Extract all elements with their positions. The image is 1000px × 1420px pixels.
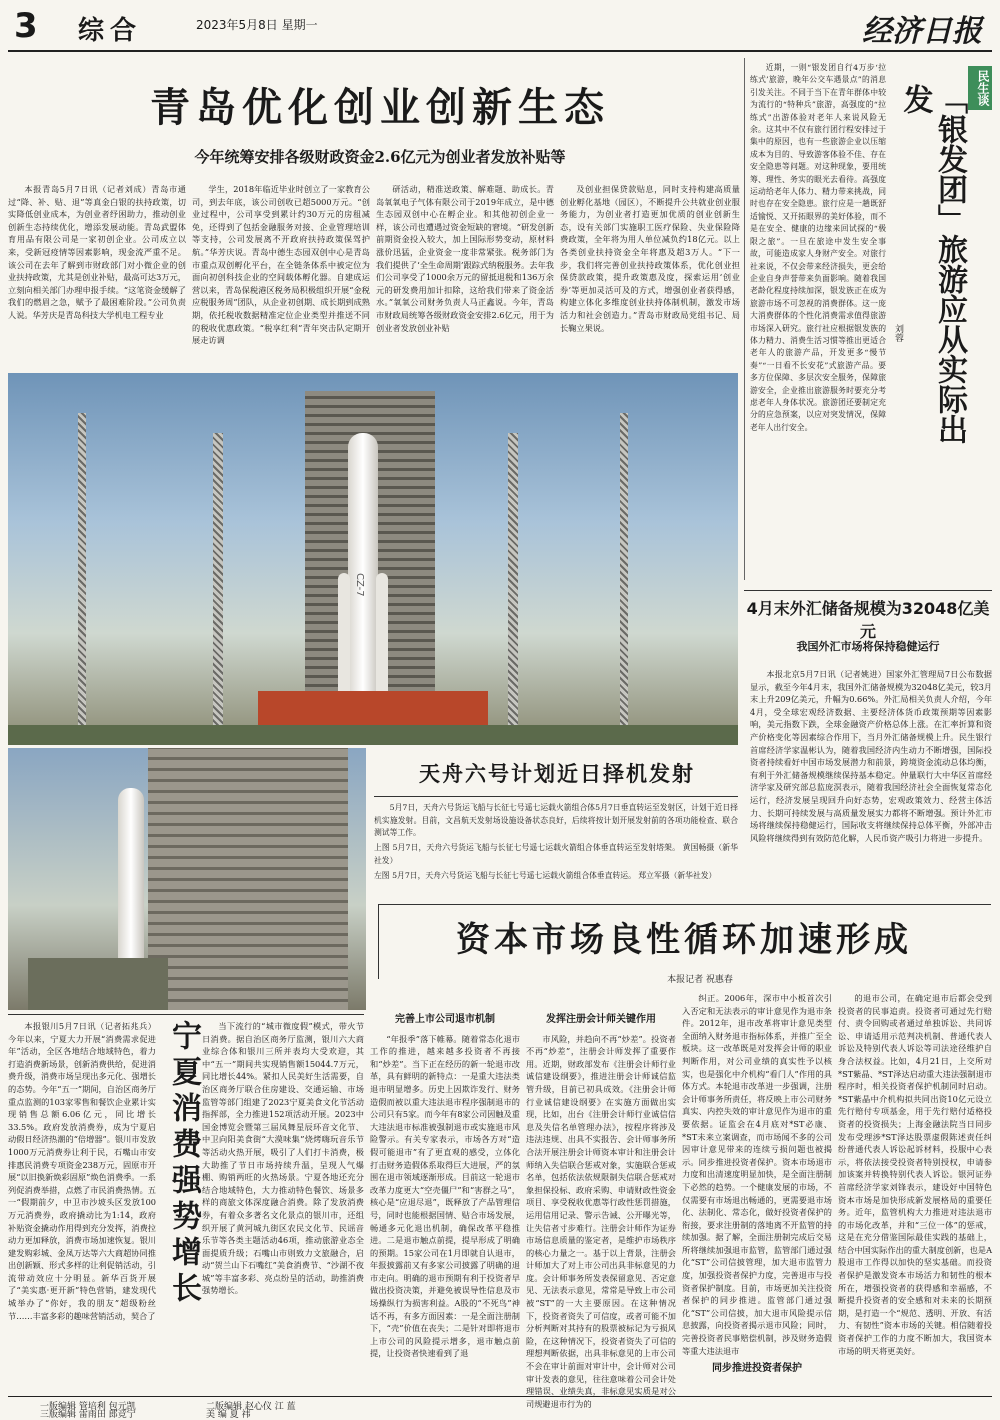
article-column: 学生，2018年临近毕业时创立了一家教育公司，到去年底，该公司创收已超5000万元。“创业过程中，公司享受到累计约30万元的房租减免，还得到了包括金融服务对接、企业管理培训等支持，公司发展离不开政府扶持政策保驾护航。”华芳庆说。青岛中德生态园双创中心是青岛市重点双创孵化平台，在全链条体系中被定位为面向初创科技企业的空间载体孵化器。自建成运营以来，青岛保税港区税务局积极组织开展“金税应税服务周”团队，从企业初创期、成长期到成熟期，依托税收数据精准定位企业类型并推送不同的税收优惠政策。“税享红利”青年突击队定期开展走访调 — [192, 184, 370, 346]
rocket-photo-top — [8, 373, 738, 745]
photo-caption-top: 上图 5月7日，天舟六号货运飞船与长征七号遥七运载火箭组合体垂直转运至发射塔架。 黄国畅摄（新华社发） — [374, 843, 738, 865]
issue-date: 2023年5月8日 星期一 — [196, 18, 318, 32]
footer-editors: 美 编 夏 祎 — [206, 1410, 251, 1420]
article2-subhead: 我国外汇市场将保持稳健运行 — [796, 640, 940, 653]
article3-column: 本报银川5月7日讯（记者拓兆兵）今年以来，宁夏大力开展“消费需求促进年”活动，全区各地结合地域特色，着力打造消费新场景，创新消费供给，促进消费升级，消费市场呈现出多元化、强增长的态势。今年“五一”期间，自治区商务厅重点监测的103家零售和餐饮企业累计实现销售总额6.06亿元，同比增长33.5%。政府发放消费券，成为宁夏启动假日经济热潮的“倍增器”。银川市发放1000万元消费券让利于民，石嘴山市安排惠民消费专项资金238万元，固原市开展“以旧换新焕彩固原”焕色消费季。一系列促消费举措，点燃了市民消费热情。五一“假期前夕，中卫市沙坡头区发放100万元消费券，政府撬动比为1:14，政府补贴资金撬动作用得到充分发挥，消费拉动力更加释放，消费市场加速恢复。银川建发购彩城、金凤万达等六大商超协同推出创新颖、形式多样的让利促销活动，引流带动效应十分明显。新华百货开展了“美实惠·更开新”特色营销，建发现代城举办了“你好，我的朋友”超级粉丝节……丰富多彩的趣味营销活动，契合了 — [8, 1021, 156, 1321]
section-rule — [744, 590, 992, 591]
column-body: 近期，一则“银发团自行4万步‘拉练式’旅游，晚年公交车遇景点”的消息引发关注。不同于当下在青年群体中较为流行的“特种兵”旅游，高强度的“拉练式”出游体验对老年人来说风险无余。这其中不仅有旅行团行程安排过于集中的原因，也有一些旅游企业以压缩成本为目的、导致游客体验不佳、存在安全隐患等问题。对这种现象，要用统筹、理性、务实的眼光去看待。高强度运动给老年人体力、精力带来挑战，同时也存在安全隐患。旅行应是一趟既舒适愉悦、又开拓眼界的美好体验，而不是在安全、健康的边缘来回试探的“极限之旅”。一旦在旅途中发生安全事故，可能造成家人身财产安全。对旅行社来说，不仅会带来经济损失，更会给企业自身声誉带来负面影响。随着我国老龄化程度持续加深，银发族正在成为旅游市场不可忽视的消费群体。这一庞大消费群体的个性化消费需求值得旅游市场深入研究。旅行社应根据银发族的体力精力、消费生活习惯等推出更适合老年人的旅游产品，开发更多“慢节奏”“一日看不长安花”式旅游产品。要多方位保障、多层次安全服务，保障旅游安全，企业推出旅游服务时要充分考虑老年人身体状况。旅游团还要制定充分的应急预案，以应对突发情况，保障老年人出行安全。 — [750, 63, 886, 432]
page-number: 3 — [14, 6, 38, 46]
photo-caption-body: 5月7日，天舟六号货运飞船与长征七号遥七运载火箭组合体5月7日垂直转运至发射区，计划于近日择机实施发射。目前，文昌航天发射场设施设备状态良好，后续将按计划开展发射前的各项功能检查、联合测试等工作。 — [374, 803, 738, 838]
article-column: 本报青岛5月7日讯（记者刘成）青岛市通过“降、补、贴、退”等真金白银的扶持政策，切实降低创业成本，为创业者纾困助力，推动创业创新生态持续优化，增添发展动能。青岛武盟体育用品有限公司是一家初创企业。公司成立以来，受新冠疫情等因素影响，现金流严重不足。该公司在去年了解到市财政部门对小微企业的创业扶持政策，尤其是创业补贴，最高可达3万元，立刻向相关部门办理申报手续。“这笔资金缓解了我们的燃眉之急，赋予了最困难阶段。”公司负责人说。华芳庆是青岛科技大学机电工程专业 — [8, 184, 186, 320]
rocket-label: CZ-7 — [354, 573, 365, 597]
article4-byline: 本报记者 祝惠春 — [667, 975, 733, 985]
article4-column: 完善上市公司退市机制 “年报季”落下帷幕。随着常态化退市工作的推进，越来越多投资者不再接和“炒差”。当下正在经历的新一轮退市改革，具有鲜明的新特点：一是重大违法类退市明显增多。历史上因欺诈发行、财务造假而被以重大违法退市程序强制退市的公司只有5家。而今年有8家公司因触及重大违法退市标准被强制退市或实施退市风险警示。有关专家表示，市场各方对“造假可能退市”有了更直观的感受，立体化打击财务造假体系取得巨大进展，严的氛围在退市领域逐渐形成。目前这一轮退市改革力度更大“空壳僵尸”和“害群之马”，核心是“应退尽退”，既释放了产品管理信号，同时也能根据国情、贴合市场发展，畅通多元化退出机制，确保改革平稳推进。二是退市触点前提，提早形成了明确的预期。15家公司在1月即就自认退市，年报披露前又有多家公司披露了明确的退市走向。明确的退市预期有利于投资者早做出投资决策，并避免被误导性信息及市场操纵行为损害利益。A股的“不死鸟”神话不再，有多方面因素：一是全面注册制下，“壳”价值在丧失；二是针对即将退市上市公司的风险提示增多，退市触点前提，让投资者快速看到了退 — [370, 1014, 520, 1359]
article4-subhead: 发挥注册会计师关键作用 — [546, 1014, 656, 1025]
article-headline: 青岛优化创业创新生态 — [150, 85, 610, 131]
column-divider — [744, 58, 745, 580]
article2-headline: 4月末外汇储备规模为32048亿美元 — [746, 599, 990, 641]
column-headline: 「银发团」旅游应从实际出发 — [897, 84, 967, 444]
article4-column: 发挥注册会计师关键作用 市风险，并趋向不再“炒差”。投资者不再“炒差”，注册会计师发挥了重要作用。近期，财政部发布《注册会计师行业诚信建设纲要》，推进注册会计师诚信监管升级，目前已初具成效。《注册会计师行业诚信建设纲要》在实施方面做出实现，比如，出台《注册会计师行业诚信信息及失信名单管理办法》，按程序将涉及违法违规、出具不实报告、会计师事务所合法开展注册会计师资本审计和注册会计师纳入失信联合惩戒对象，实施联合惩戒名单，包括依法依规限制失信联合惩戒对象担保投标、政府采购、申请财政性资金项目、享受税收优惠等行政性惩罚措施，运用信用记录、警示告诫、公开曝光等，让失信者寸步难行。注册会计师作为证券市场信息质量的鉴定者，是维护市场秩序的核心力量之一。基于以上背景，注册会计师加大了对上市公司出具非标意见的力度。会计师事务所发表保留意见、否定意见、无法表示意见，常常是导致上市公司被“ST”的一大主要原因。在这种情况下，投资者资失了可信度，或者可能不加分析判断对其持有的股票被标记为亏损风险，在这种情况下，投资者资失了可信的理想判断依据，出具非标意见的上市公司不会在审计前面对审计中，会计师对公司审计发表的意见，往往意味着公司会计处理错误、业绩失真，非标意见实质是对公司规避退市行为的 — [526, 1014, 676, 1409]
caption-rule — [374, 796, 738, 797]
rocket-photo-left — [8, 748, 366, 1010]
newspaper-logo: 经济日报 — [862, 14, 982, 49]
photo-caption-title: 天舟六号计划近日择机发射 — [419, 761, 695, 786]
article-subhead: 今年统筹安排各级财政资金2.6亿元为创业者发放补贴等 — [194, 148, 566, 166]
footer-editors: 三版编辑 雷雨田 郎竞宁 — [40, 1410, 136, 1420]
article-column: 及创业担保贷款贴息，同时支持构建高质量创业孵化基地（园区），不断提升公共就业创业服务能力，为创业者打造更加优质的创业创新生态，设有关部门实施职工医疗保险、失业保险降费政策，全年将为用人单位减负约18亿元。以上各类创业扶持资金全年将惠及超3万人。“下一步，我们将完善创业扶持政策体系，优化创业担保贷款政策，提升政策惠及度，探索运用‘创业券’等更加灵活可及的方式，增强创业者获得感，构建立体化多维度创业扶持体制机制，激发市场活力和社会创造力。”青岛市财政局党组书记、局长鞠立果说。 — [560, 184, 740, 333]
article-column: 研活动，精准送政策、解难题、助成长。青岛氧氧电子气体有限公司于2019年成立，是中德生态园双创中心在孵企业。和其他初创企业一样，该公司也遭遇过资金短缺的窘境。“研发创新前期资金投入较大，加上国际形势变动，原材料涨价迅猛，企业资金一度非常紧张。税务部门为我们提供了‘全生命周期’跟踪式纳税服务。去年我们公司享受了1000余万元的留抵退税和136万余元的研发费用加计扣除，这给我们带来了资金活水。”氧氧公司财务负责人马正鑫说。今年，青岛市财政局统筹各级财政资金安排2.6亿元，用于为创业者发放创业补贴 — [376, 184, 554, 333]
photo-caption-left: 左图 5月7日，天舟六号货运飞船与长征七号遥七运载火箭组合体垂直转运。 郑立军摄（新华社发） — [374, 871, 717, 880]
article3-headline: 宁夏消费强势增长 — [166, 1020, 201, 1308]
article4-headline: 资本市场良性循环加速形成 — [456, 920, 912, 960]
footer-editors: 一版编辑 管培利 包元凯 — [40, 1402, 136, 1412]
section-rule — [8, 1014, 364, 1015]
footer-rule — [8, 1396, 992, 1397]
column-tag: 民生谈 — [968, 66, 992, 110]
section-title: 综合 — [78, 16, 143, 46]
masthead-rule — [8, 50, 992, 52]
footer-editors: 二版编辑 赵心仪 江 蓝 — [206, 1402, 296, 1412]
article4-subhead: 同步推进投资者保护 — [712, 1363, 802, 1375]
article4-column: 纠正。2006年，深市中小板首次引入否定和无法表示的审计意见作为退市条件。2012年，退市改革将审计意见类型全面纳入财务退市指标体系，并推广至全板块。这一改革既是对发挥会计师的职业判断作用，对公司业绩的真实性予以核实，也是强化中介机构“看门人”作用的具体方式。本轮退市改革进一步强调，注册会计师事务所责任，将反映上市公司财务真实、内控失效的审计意见作为退市的重要依据。证监会在4月底对*ST必康、*ST未来立案调查，而市场闻不多的公司因审计意见带来的连续亏损问题也被揭示。同步推进投资者保护。资本市场退市力度和出清速度明显加快，是全面注册制下必然的趋势。一个健康发展的市场，不仅需要有市场退出畅通的，更需要退市场化、法制化、常态化，做好投资者保护的衔接，要求注册制的落地离不开监管的持续加强。据了解，全面注册制完成后交易所将继续加强退市监管，监管部门通过强化“ST”公司信披管理，加大退市监管力度，加强投资者保护力度，完善退市与投资者保护制度。目前，市场更加关注投资者保护的同步推进。监管部门通过强化“ST”公司信披，加大退市风险提示信息披露，向投资者揭示退市风险；同时，完善投资者民事赔偿机制，涉及财务造假等重大违法退市 同步推进投资者保护 — [682, 993, 832, 1375]
article4-subhead: 完善上市公司退市机制 — [395, 1014, 495, 1025]
article4-column: 的退市公司，在确定退市后都会受到投资者的民事追责。投资者可通过先行赔付、责令回购或者通过单独诉讼、共同诉讼、申请适用示范判决机制、普通代表人诉讼及特别代表人诉讼等司法途径维护自身合法权益。比如，4月21日，上交所对*ST紫晶、*ST泽达启动重大违法强制退市程序时，相关投资者保护机制同时启动。*ST紫晶中介机构拟共同出资10亿元设立先行赔付专项基金，用于先行赔付适格投资者的投资损失；上海金融法院当日同步发布受理涉*ST泽达股票虚假陈述责任纠纷普通代表人诉讼起诉材料，投服中心表示，将依法接受投资者特别授权，申请参加该案并转换特别代表人诉讼。银河证券首席经济学家刘锋表示，建设好中国特色资本市场是加快形成新发展格局的重要任务。近年，监管机构大力推进对违法退市的市场化改革，并和“三位一体”的惩戒，这是在充分借鉴国际最佳实践的基础上，结合中国实际作出的重大制度创新，也是A股退市工作得以加快的坚实基础。而投资者保护是激发资本市场活力和韧性的根本所在，增强投资者的获得感和幸福感，不断提升投资者的安全感和对未来的长期预期，是打造一个“规范、透明、开放、有活力、有韧性”资本市场的关键。相信随着投资者保护工作的力度不断加大，我国资本市场的明天将更美好。 — [838, 993, 992, 1356]
column-author: 刘蓉 — [893, 324, 903, 342]
article3-column: 当下流行的“城市微度假”模式，带火节日消费。据自治区商务厅监测，银川六大商业综合体和银川三所并表均大受欢迎，其中“五一”期间共实现销售额15044.7万元，同比增长44%。紧扣人民美好生活需要，自治区商务厅联合住房建设、交通运输、市场监管等部门组建了2023宁夏美食文化节活动指挥部，全力推进152项活动开展。2023中国金博览会暨第三届凤舞星辰环音文化节、中卫向阳美食街“大漠味集”烧烤嗨玩音乐节等活动火热开展，吸引了人们打卡消费，极大助推了节日市场持续升温，呈现人气爆棚、购销两旺的火热场景。宁夏各地还充分结合地域特色，大力推动特色餐饮、场景多样的商旅文体深度融合消费。除了发放消费券，有着众多著名文化景点的银川市，还组织开展了黄河城九街区农民文化节、民谣音乐节等各类主题活动46项，推动旅游业态全面提质升级；石嘴山市则致力文旅融合，启动“贺兰山下石嘴红”美食消费节、“沙湖不夜城”等丰富多彩、亮点纷呈的活动，助推消费强势增长。 — [202, 1021, 364, 1296]
article2-body: 本报北京5月7日讯（记者姚进）国家外汇管理局7日公布数据显示，截至今年4月末，我国外汇储备规模为32048亿美元，较3月末上升209亿美元，升幅为0.66%。外汇局相关负责人介绍，今年4月，受全球宏观经济数据、主要经济体货币政策预期等因素影响，美元指数下跌，全球金融资产价格总体上涨。在汇率折算和资产价格变化等因素综合作用下，当月外汇储备规模上升。民生银行首席经济学家温彬认为，随着我国经济内生动力不断增强，国际投资者持续看好中国市场发展潜力和前景，跨境资金流动总体均衡，有利于外汇储备规模继续保持基本稳定。仲量联行大中华区首席经济学家及研究部总监庞溟表示，随着我国经济社会全面恢复常态化运行，经济发展呈现回升向好态势，宏观政策效力、经营主体活力、长期可持续发展与高质量发展实力都将不断增强。预计外汇市场将继续保持稳健运行，国际收支将继续保持总体平衡，外部冲击风险将继续得到有效防范化解，人民币资产吸引力将进一步提升。 — [750, 669, 992, 843]
